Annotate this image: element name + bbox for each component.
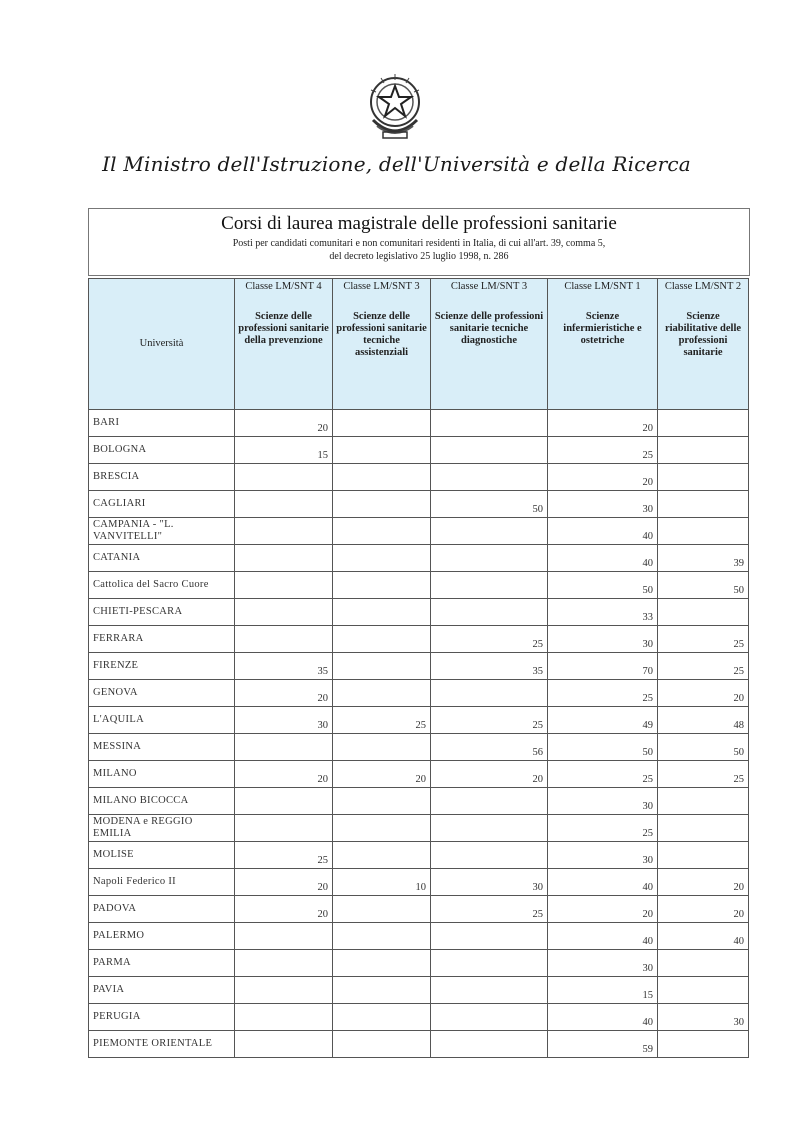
places-value-cell: 25: [548, 815, 658, 842]
places-value-cell: 30: [548, 950, 658, 977]
table-row: [89, 842, 749, 869]
places-value-cell: 49: [548, 707, 658, 734]
document-title: Corsi di laurea magistrale delle professioni sanitarie: [221, 213, 617, 234]
places-value-cell: [333, 410, 431, 437]
table-row: [89, 761, 749, 788]
places-value-cell: [431, 1004, 548, 1031]
places-value-cell: [235, 977, 333, 1004]
places-value-cell: 20: [658, 680, 749, 707]
university-name-cell: PIEMONTE ORIENTALE: [89, 1031, 235, 1058]
places-value-cell: [235, 599, 333, 626]
places-value-cell: [333, 518, 431, 545]
places-value-cell: 25: [431, 896, 548, 923]
places-value-cell: 30: [235, 707, 333, 734]
places-value-cell: [431, 950, 548, 977]
places-value-cell: 25: [548, 437, 658, 464]
places-value-cell: [658, 599, 749, 626]
places-value-cell: [235, 518, 333, 545]
column-class-code: Classe LM/SNT 3: [343, 281, 420, 292]
places-value-cell: 20: [548, 410, 658, 437]
table-row: [89, 1031, 749, 1058]
places-value-cell: [333, 977, 431, 1004]
places-value-cell: [333, 680, 431, 707]
places-value-cell: [333, 572, 431, 599]
places-value-cell: [235, 626, 333, 653]
university-name-cell: BOLOGNA: [89, 437, 235, 464]
places-value-cell: 30: [548, 491, 658, 518]
places-value-cell: [431, 842, 548, 869]
places-value-cell: 25: [431, 707, 548, 734]
table-row: [89, 815, 749, 842]
university-name-cell: L'AQUILA: [89, 707, 235, 734]
table-row: [89, 572, 749, 599]
places-value-cell: [658, 815, 749, 842]
places-value-cell: 50: [658, 734, 749, 761]
places-value-cell: [333, 464, 431, 491]
places-value-cell: [431, 572, 548, 599]
places-value-cell: [431, 680, 548, 707]
places-value-cell: 20: [658, 869, 749, 896]
university-name-cell: PADOVA: [89, 896, 235, 923]
university-name-cell: BARI: [89, 410, 235, 437]
places-value-cell: [333, 734, 431, 761]
university-name-cell: MILANO: [89, 761, 235, 788]
places-value-cell: [235, 1004, 333, 1031]
places-value-cell: [235, 950, 333, 977]
places-value-cell: 20: [235, 896, 333, 923]
column-class-code: Classe LM/SNT 1: [564, 281, 641, 292]
places-value-cell: 25: [548, 761, 658, 788]
places-value-cell: [333, 626, 431, 653]
places-value-cell: [333, 923, 431, 950]
places-value-cell: [658, 1031, 749, 1058]
places-value-cell: 20: [548, 464, 658, 491]
table-row: [89, 1004, 749, 1031]
table-row: [89, 491, 749, 518]
places-value-cell: 40: [548, 545, 658, 572]
places-value-cell: [333, 653, 431, 680]
places-value-cell: [235, 491, 333, 518]
ministry-heading: Il Ministro dell'Istruzione, dell'Università e della Ricerca: [102, 152, 691, 176]
places-value-cell: 39: [658, 545, 749, 572]
places-value-cell: [333, 950, 431, 977]
table-row: [89, 734, 749, 761]
column-class-code: Classe LM/SNT 2: [664, 281, 742, 292]
table-row: [89, 896, 749, 923]
places-value-cell: [431, 464, 548, 491]
places-value-cell: 20: [333, 761, 431, 788]
places-value-cell: [431, 977, 548, 1004]
places-value-cell: 15: [235, 437, 333, 464]
places-value-cell: 50: [548, 734, 658, 761]
places-value-cell: 25: [333, 707, 431, 734]
places-value-cell: [235, 788, 333, 815]
places-value-cell: [431, 518, 548, 545]
table-header-row: [89, 279, 749, 410]
places-value-cell: 40: [658, 923, 749, 950]
places-value-cell: [333, 599, 431, 626]
table-row: [89, 518, 749, 545]
places-value-cell: [235, 572, 333, 599]
column-class-name: Scienze delle professioni sanitarie della prevenzione: [238, 311, 329, 346]
university-name-cell: MOLISE: [89, 842, 235, 869]
places-value-cell: [333, 842, 431, 869]
column-header-lmsnt4: [235, 279, 333, 410]
table-row: [89, 707, 749, 734]
university-name-cell: CAGLIARI: [89, 491, 235, 518]
places-value-cell: [235, 923, 333, 950]
places-value-cell: [333, 896, 431, 923]
document-subtitle-line2: del decreto legislativo 25 luglio 1998, n. 286: [329, 251, 509, 262]
places-value-cell: [333, 1004, 431, 1031]
places-value-cell: [431, 788, 548, 815]
places-value-cell: [658, 977, 749, 1004]
places-value-cell: 10: [333, 869, 431, 896]
places-value-cell: 30: [658, 1004, 749, 1031]
university-name-cell: CHIETI-PESCARA: [89, 599, 235, 626]
places-value-cell: 70: [548, 653, 658, 680]
table-row: [89, 653, 749, 680]
places-value-cell: 48: [658, 707, 749, 734]
university-name-cell: FIRENZE: [89, 653, 235, 680]
places-value-cell: 20: [235, 761, 333, 788]
places-value-cell: [333, 788, 431, 815]
table-row: [89, 977, 749, 1004]
places-value-cell: 40: [548, 869, 658, 896]
places-value-cell: [235, 545, 333, 572]
column-header-lmsnt2: [658, 279, 749, 410]
places-value-cell: 30: [548, 626, 658, 653]
places-value-cell: 20: [548, 896, 658, 923]
places-value-cell: [333, 437, 431, 464]
table-row: [89, 437, 749, 464]
university-name-cell: CAMPANIA - "L. VANVITELLI": [89, 518, 235, 545]
places-value-cell: 20: [658, 896, 749, 923]
university-name-cell: PARMA: [89, 950, 235, 977]
column-header-lmsnt3-diagnostiche: [431, 279, 548, 410]
republic-emblem-icon: [365, 72, 425, 144]
places-value-cell: 25: [431, 626, 548, 653]
document-subtitle-line1: Posti per candidati comunitari e non comunitari residenti in Italia, di cui all'art. 39, comma 5,: [232, 238, 606, 249]
column-class-code: Classe LM/SNT 4: [245, 281, 322, 292]
document-header: [88, 208, 750, 276]
places-value-cell: 25: [658, 653, 749, 680]
places-value-cell: 30: [548, 842, 658, 869]
column-class-name: Scienze delle professioni sanitarie tecniche assistenziali: [336, 311, 427, 358]
places-value-cell: [333, 815, 431, 842]
places-value-cell: 50: [431, 491, 548, 518]
places-value-cell: 59: [548, 1031, 658, 1058]
table-row: [89, 464, 749, 491]
places-value-cell: 20: [235, 680, 333, 707]
places-value-cell: [333, 545, 431, 572]
university-name-cell: PAVIA: [89, 977, 235, 1004]
places-value-cell: [431, 1031, 548, 1058]
places-value-cell: 40: [548, 518, 658, 545]
table-row: [89, 680, 749, 707]
places-value-cell: 20: [235, 410, 333, 437]
places-value-cell: 50: [658, 572, 749, 599]
table-row: [89, 923, 749, 950]
table-row: [89, 788, 749, 815]
places-table: [88, 278, 749, 1058]
university-name-cell: Napoli Federico II: [89, 869, 235, 896]
column-class-code: Classe LM/SNT 3: [450, 281, 528, 292]
places-value-cell: 30: [431, 869, 548, 896]
places-value-cell: [235, 1031, 333, 1058]
column-header-lmsnt3-assistenziali: [333, 279, 431, 410]
column-header-lmsnt1: [548, 279, 658, 410]
places-value-cell: 50: [548, 572, 658, 599]
places-value-cell: [658, 950, 749, 977]
places-value-cell: [431, 815, 548, 842]
places-value-cell: [235, 815, 333, 842]
places-value-cell: [333, 491, 431, 518]
places-value-cell: 30: [548, 788, 658, 815]
university-name-cell: FERRARA: [89, 626, 235, 653]
places-value-cell: 25: [658, 626, 749, 653]
table-row: [89, 410, 749, 437]
places-value-cell: [658, 464, 749, 491]
university-name-cell: GENOVA: [89, 680, 235, 707]
places-value-cell: 40: [548, 923, 658, 950]
table-row: [89, 950, 749, 977]
column-class-name: Scienze infermieristiche e ostetriche: [563, 311, 642, 346]
places-value-cell: 35: [235, 653, 333, 680]
column-class-name: Scienze riabilitative delle professioni sanitarie: [664, 311, 742, 358]
column-header-university: Università: [89, 279, 235, 410]
column-class-name: Scienze delle professioni sanitarie tecniche diagnostiche: [434, 311, 544, 346]
places-value-cell: [431, 410, 548, 437]
table-row: [89, 545, 749, 572]
places-value-cell: [431, 545, 548, 572]
places-value-cell: [235, 464, 333, 491]
places-value-cell: 20: [235, 869, 333, 896]
places-value-cell: 56: [431, 734, 548, 761]
university-name-cell: BRESCIA: [89, 464, 235, 491]
places-value-cell: [431, 437, 548, 464]
places-value-cell: 33: [548, 599, 658, 626]
places-value-cell: [658, 842, 749, 869]
places-value-cell: 40: [548, 1004, 658, 1031]
places-value-cell: [658, 410, 749, 437]
places-value-cell: 25: [658, 761, 749, 788]
places-value-cell: [658, 788, 749, 815]
places-value-cell: [658, 437, 749, 464]
places-value-cell: [333, 1031, 431, 1058]
places-value-cell: [431, 923, 548, 950]
places-value-cell: 25: [548, 680, 658, 707]
places-value-cell: [431, 599, 548, 626]
places-value-cell: [658, 518, 749, 545]
university-name-cell: MODENA e REGGIO EMILIA: [89, 815, 235, 842]
university-name-cell: PALERMO: [89, 923, 235, 950]
places-value-cell: [235, 734, 333, 761]
places-value-cell: 25: [235, 842, 333, 869]
university-name-cell: PERUGIA: [89, 1004, 235, 1031]
places-value-cell: [658, 491, 749, 518]
university-name-cell: MILANO BICOCCA: [89, 788, 235, 815]
places-value-cell: 35: [431, 653, 548, 680]
places-value-cell: 20: [431, 761, 548, 788]
university-name-cell: MESSINA: [89, 734, 235, 761]
university-name-cell: CATANIA: [89, 545, 235, 572]
places-value-cell: 15: [548, 977, 658, 1004]
table-row: [89, 626, 749, 653]
table-row: [89, 869, 749, 896]
university-name-cell: Cattolica del Sacro Cuore: [89, 572, 235, 599]
table-row: [89, 599, 749, 626]
